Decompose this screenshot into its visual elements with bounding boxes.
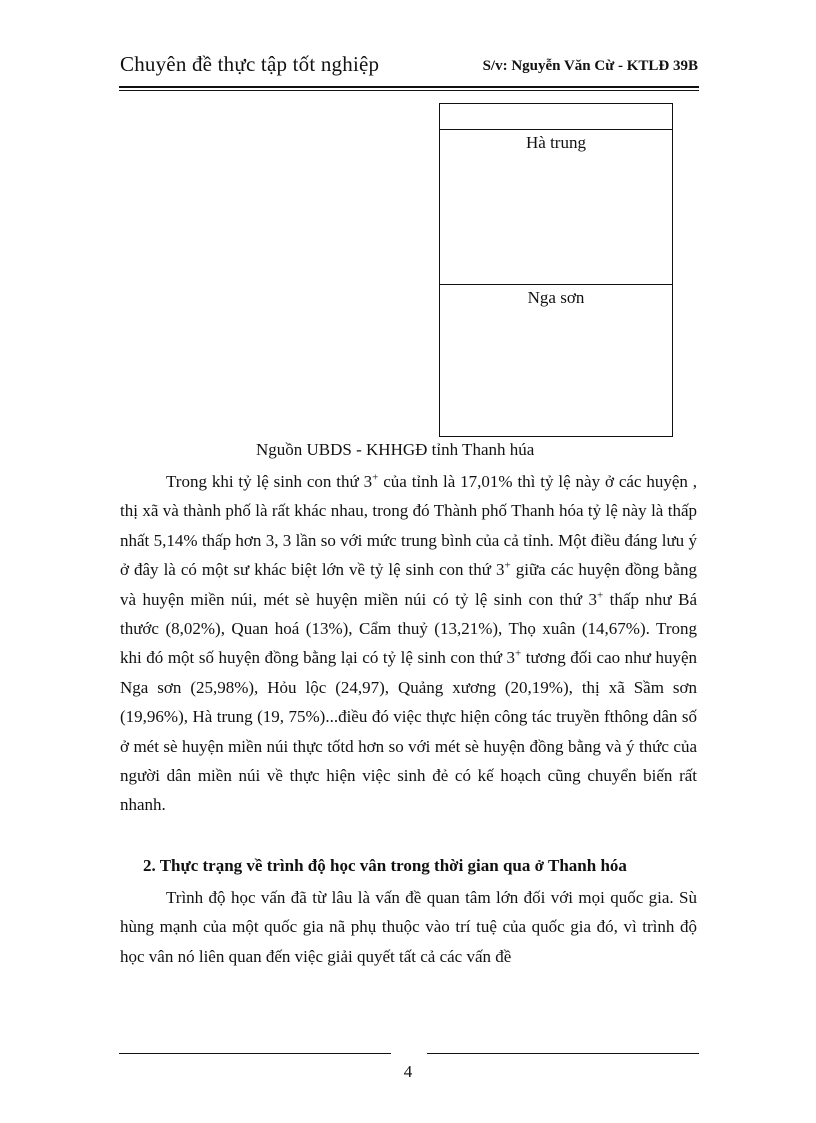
table-source: Nguồn UBDS - KHHGĐ tỉnh Thanh húa	[256, 440, 535, 459]
table-row	[440, 104, 672, 130]
header-title: Chuyên đề thực tập tốt nghiệp	[120, 52, 380, 76]
footer-rule-right	[427, 1053, 699, 1054]
table-row: Nga sơn	[527, 288, 585, 307]
header-author: S/v: Nguyễn Văn Cừ - KTLĐ 39B	[482, 58, 698, 74]
section-heading: 2. Thực trạng về trình độ học vân trong thời gian qua ở Thanh hóa	[143, 856, 627, 875]
page-number: 4	[403, 1062, 413, 1081]
paragraph-fertility: Trong khi tỷ lệ sinh con thứ 3+ của tỉnh là 17,01% thì tỷ lệ này ở các huyện , thị xã và thành phố là rất khác nhau, trong đó Thành phố Thanh hóa tỷ lệ này là thấp nhất 5,14% thấp hơn 3, 3 lần so với mức trung bình của cả tỉnh. Một điều đáng lưu ý ở đây là có một sư khác biệt lớn về tỷ lệ sinh con thứ 3+ giữa các huyện đồng bằng và huyện miền núi, mét sè huyện miền núi có tỷ lệ sinh con thứ 3+ thấp như Bá thước (8,02%), Quan hoá (13%), Cẩm thuỷ (13,21%), Thọ xuân (14,67%). Trong khi đó một số huyện đồng bằng lại có tỷ lệ sinh con thứ 3+ tương đối cao như huyện Nga sơn (25,98%), Hỏu lộc (24,97), Quảng xương (20,19%), thị xã Sầm sơn (19,96%), Hà trung (19, 75%)...điều đó việc thực hiện công tác truyền fthông dân số ở mét sè huyện miền núi thực tốtd hơn so với mét sè huyện đồng bằng và ý thức của người dân miền núi về thực hiện việc sinh đẻ có kế hoạch cũng chuyển biến rất nhanh.	[120, 471, 698, 815]
table-row: Hà trung	[440, 130, 672, 285]
paragraph-education: Trình độ học vấn đã từ lâu là vấn đề quan tâm lớn đối với mọi quốc gia. Sù hùng mạnh của một quốc gia nã phụ thuộc vào trí tuệ của quốc gia đó, vì trình độ học vân nó liên quan đến việc giải quyết tất cả các vấn đề	[120, 888, 697, 966]
footer-rule-left	[119, 1053, 391, 1054]
header-rule	[119, 86, 699, 91]
data-table	[439, 103, 673, 437]
